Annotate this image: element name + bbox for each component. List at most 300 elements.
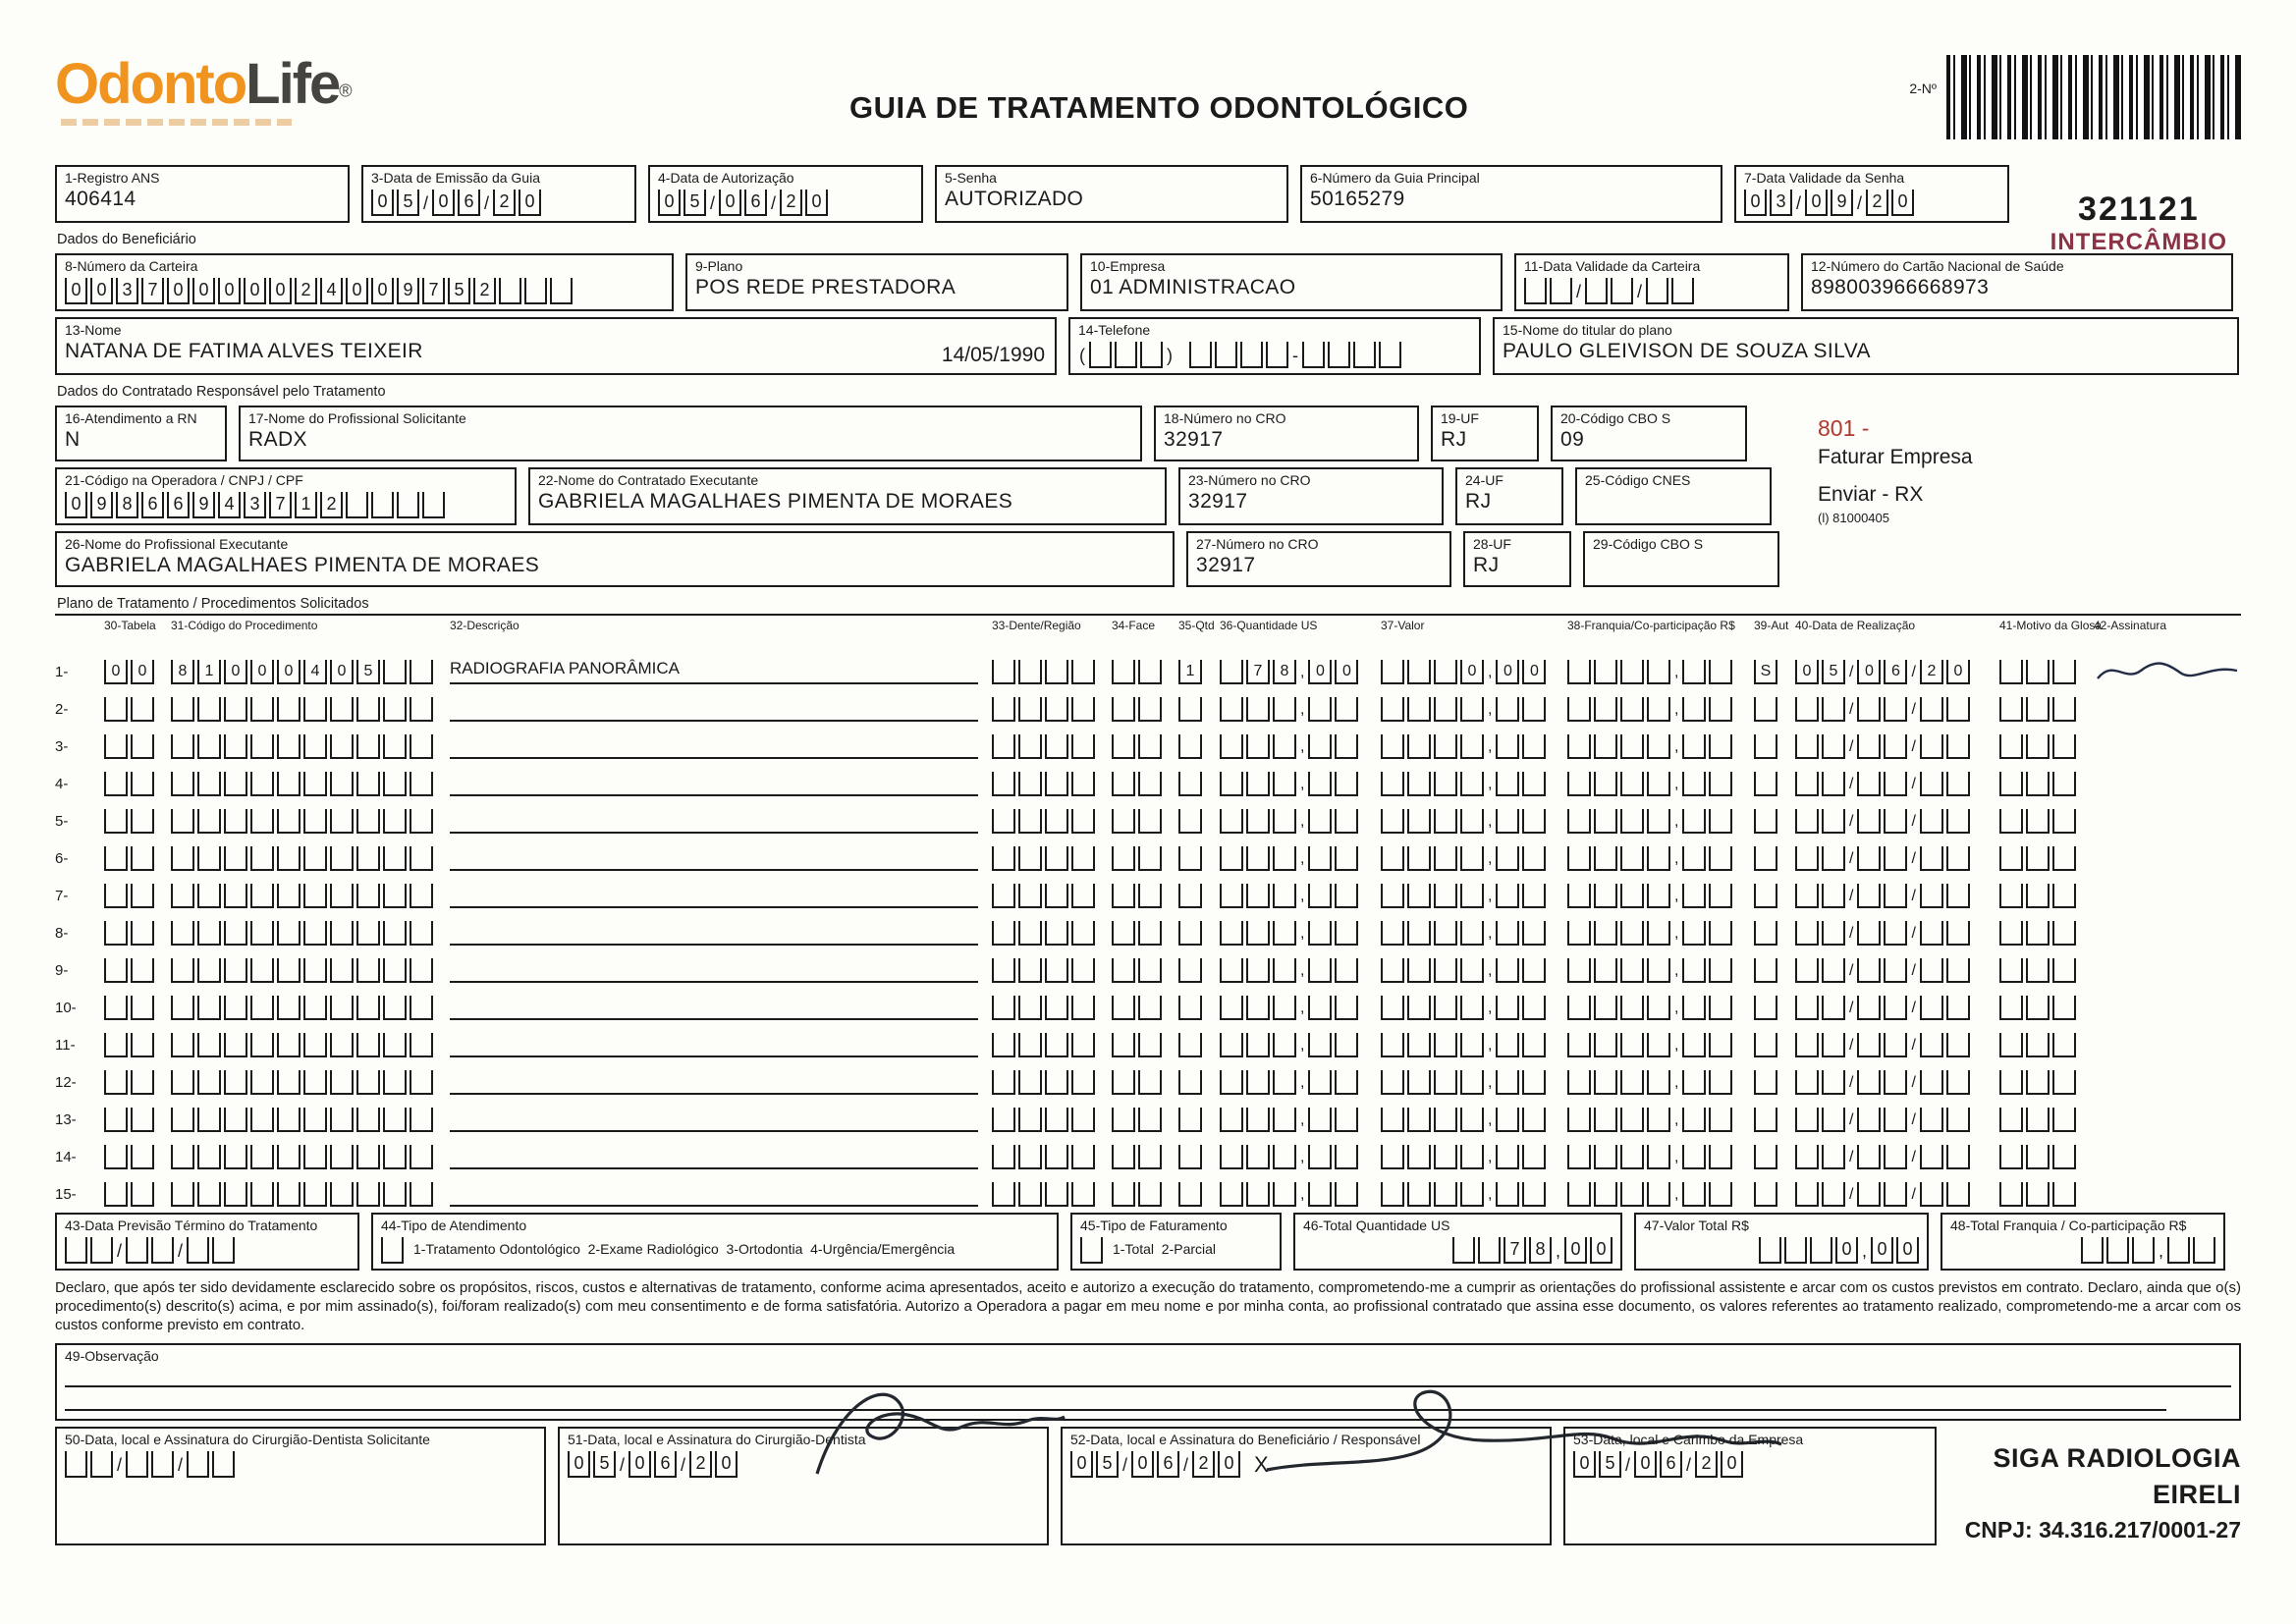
value-cro-executante: 32917	[1188, 490, 1248, 513]
row-quantidade-us-boxes: ,	[1220, 697, 1367, 722]
procedure-row	[55, 759, 2241, 796]
row-beneficiario-2	[55, 317, 2241, 375]
barcode-block	[1909, 55, 2241, 139]
value-guia-principal: 50165279	[1310, 188, 1405, 210]
label-tipo-faturamento: 45-Tipo de Faturamento	[1080, 1218, 1228, 1233]
row-qtd-boxes	[1178, 846, 1206, 871]
row-face-boxes	[1112, 1070, 1165, 1095]
row-valor-boxes: ,	[1381, 1182, 1554, 1207]
company-stamp	[1948, 1427, 2241, 1546]
row-valor-boxes: ,	[1381, 1070, 1554, 1095]
field-profissional-solicitante	[239, 406, 1142, 461]
field-cbo-profissional	[1583, 531, 1779, 587]
value-carimbo-empresa-boxes: 0 5 / 0 6 / 2 0	[1573, 1450, 1927, 1478]
value-plano: POS REDE PRESTADORA	[695, 276, 957, 298]
row-dente-boxes	[992, 1108, 1098, 1132]
row-data-boxes: 0 5 / 0 6 / 2 0	[1795, 660, 1986, 684]
row-tabela-boxes	[104, 772, 157, 796]
field-registro-ans	[55, 165, 350, 223]
label-cro-executante: 23-Número no CRO	[1188, 472, 1311, 488]
value-cro-profissional: 32917	[1196, 554, 1256, 576]
row-data-boxes: / /	[1795, 958, 1986, 983]
label-assinatura-beneficiario: 52-Data, local e Assinatura do Beneficiário / Responsável	[1070, 1431, 1421, 1447]
label-cro-profissional: 27-Número no CRO	[1196, 536, 1319, 552]
row-franquia-boxes: ,	[1567, 1033, 1740, 1057]
value-data-nascimento: 14/05/1990	[941, 344, 1045, 366]
row-franquia-boxes: ,	[1567, 1108, 1740, 1132]
value-assinatura-beneficiario-boxes: 0 5 / 0 6 / 2 0	[1070, 1450, 1240, 1478]
row-qtd-boxes	[1178, 921, 1206, 946]
procedure-row	[55, 871, 2241, 908]
row-franquia-boxes: ,	[1567, 884, 1740, 908]
row-tabela-boxes	[104, 996, 157, 1020]
row-valor-boxes: ,	[1381, 1145, 1554, 1169]
label-total-franquia: 48-Total Franquia / Co-participação R$	[1950, 1218, 2187, 1233]
label-validade-senha: 7-Data Validade da Senha	[1744, 170, 1905, 186]
row-valor-boxes: ,	[1381, 809, 1554, 834]
guide-number: 321121	[2078, 190, 2200, 228]
annotation-ref: (l) 81000405	[1818, 510, 1889, 525]
row-glosa-boxes	[1999, 734, 2080, 759]
field-cbo-solicitante	[1551, 406, 1747, 461]
row-franquia-boxes: ,	[1567, 734, 1740, 759]
logo-text-odonto: Odonto	[55, 52, 246, 116]
row-face-boxes	[1112, 996, 1165, 1020]
row-data-boxes: / /	[1795, 809, 1986, 834]
row-signature-cell	[2094, 1069, 2241, 1095]
value-profissional-solicitante: RADX	[248, 428, 307, 451]
row-dente-boxes	[992, 921, 1098, 946]
header-assinatura: 42-Assinatura	[2094, 619, 2167, 632]
row-data-boxes: / /	[1795, 1033, 1986, 1057]
field-senha	[935, 165, 1288, 223]
row-qtd-boxes	[1178, 1182, 1206, 1207]
section-procedimentos: Plano de Tratamento / Procedimentos Solicitados	[57, 596, 369, 612]
row-descricao	[450, 771, 978, 796]
contratado-fields	[55, 406, 1793, 587]
field-uf-profissional	[1463, 531, 1571, 587]
row-quantidade-us-boxes: ,	[1220, 1108, 1367, 1132]
value-cbo-solicitante: 09	[1560, 428, 1585, 451]
row-contratado-2	[55, 467, 1793, 525]
annotation-faturar: Faturar Empresa	[1818, 446, 1973, 469]
row-aut-boxes	[1754, 697, 1781, 722]
header-valor: 37-Valor	[1381, 619, 1425, 632]
observacao-line	[65, 1364, 2231, 1387]
row-signature-cell	[2094, 883, 2241, 908]
field-previsao-termino	[55, 1213, 359, 1271]
value-uf-solicitante: RJ	[1441, 428, 1467, 451]
row-number: 11-	[55, 1037, 76, 1054]
row-face-boxes	[1112, 921, 1165, 946]
label-atendimento-rn: 16-Atendimento a RN	[65, 410, 197, 426]
row-franquia-boxes: ,	[1567, 809, 1740, 834]
label-previsao-termino: 43-Data Previsão Término do Tratamento	[65, 1218, 318, 1233]
value-cns: 898003966668973	[1811, 276, 1990, 298]
value-previsao-termino-boxes: / /	[65, 1236, 350, 1264]
row-tabela-boxes	[104, 809, 157, 834]
row-codigo-boxes	[171, 846, 436, 871]
row-qtd-boxes: 1	[1178, 660, 1206, 684]
row-tabela-boxes: 0 0	[104, 660, 157, 684]
row-valor-boxes: ,	[1381, 884, 1554, 908]
row-descricao	[450, 1032, 978, 1057]
row-number: 14-	[55, 1149, 77, 1165]
row-face-boxes	[1112, 1108, 1165, 1132]
row-number: 2-	[55, 701, 69, 718]
row-aut-boxes	[1754, 1145, 1781, 1169]
row-dente-boxes	[992, 809, 1098, 834]
row-glosa-boxes	[1999, 772, 2080, 796]
field-assinatura-solicitante	[55, 1427, 546, 1546]
row-quantidade-us-boxes: ,	[1220, 1182, 1367, 1207]
header-spacer	[55, 619, 90, 644]
row-descricao	[450, 883, 978, 908]
row-signature-cell	[2094, 995, 2241, 1020]
row-assinaturas	[55, 1427, 2241, 1546]
row-tabela-boxes	[104, 734, 157, 759]
row-dente-boxes	[992, 958, 1098, 983]
row-quantidade-us-boxes: ,	[1220, 921, 1367, 946]
row-descricao	[450, 1181, 978, 1207]
row-franquia-boxes: ,	[1567, 846, 1740, 871]
beneficiary-x-mark: X	[1254, 1451, 1269, 1477]
row-face-boxes	[1112, 846, 1165, 871]
value-validade-carteira-boxes: / /	[1524, 277, 1779, 304]
value-cnes	[1585, 490, 1762, 516]
row-data-boxes: / /	[1795, 697, 1986, 722]
row-quantidade-us-boxes: ,	[1220, 958, 1367, 983]
label-codigo-operadora: 21-Código na Operadora / CNPJ / CPF	[65, 472, 303, 488]
value-senha: AUTORIZADO	[945, 188, 1084, 210]
row-quantidade-us-boxes: ,	[1220, 809, 1367, 834]
row-qtd-boxes	[1178, 734, 1206, 759]
procedure-rows	[55, 647, 2241, 1207]
row-qtd-boxes	[1178, 1033, 1206, 1057]
row-face-boxes	[1112, 884, 1165, 908]
label-plano: 9-Plano	[695, 258, 743, 274]
row-aut-boxes	[1754, 996, 1781, 1020]
procedure-row	[55, 1169, 2241, 1207]
row-data-boxes: / /	[1795, 996, 1986, 1020]
label-uf-profissional: 28-UF	[1473, 536, 1511, 552]
label-cbo-profissional: 29-Código CBO S	[1593, 536, 1704, 552]
field-empresa	[1080, 253, 1503, 311]
row-descricao	[450, 845, 978, 871]
field-nome-beneficiario	[55, 317, 1057, 375]
field-plano	[685, 253, 1068, 311]
label-carimbo-empresa: 53-Data, local e Carimbo da Empresa	[1573, 1431, 1804, 1447]
row-signature-cell	[2094, 920, 2241, 946]
value-assinatura-solicitante-boxes: / /	[65, 1450, 536, 1478]
annotation-code: 801 -	[1818, 415, 1870, 441]
row-aut-boxes: S	[1754, 660, 1781, 684]
row-glosa-boxes	[1999, 1033, 2080, 1057]
field-total-franquia	[1941, 1213, 2225, 1271]
field-cro-executante	[1178, 467, 1444, 525]
barcode	[1946, 55, 2241, 139]
row-qtd-boxes	[1178, 996, 1206, 1020]
label-senha: 5-Senha	[945, 170, 997, 186]
row-descricao	[450, 1107, 978, 1132]
row-data-boxes: / /	[1795, 884, 1986, 908]
value-data-autorizacao-boxes: 0 5 / 0 6 / 2 0	[658, 189, 913, 216]
row-glosa-boxes	[1999, 1182, 2080, 1207]
tipo-atendimento-checkbox	[381, 1236, 404, 1264]
row-dente-boxes	[992, 996, 1098, 1020]
row-franquia-boxes: ,	[1567, 1182, 1740, 1207]
row-quantidade-us-boxes: ,	[1220, 846, 1367, 871]
label-carteira: 8-Número da Carteira	[65, 258, 198, 274]
field-assinatura-dentista	[558, 1427, 1049, 1546]
row-descricao	[450, 696, 978, 722]
header-franquia: 38-Franquia/Co-participação R$	[1567, 619, 1735, 632]
field-titular-plano	[1493, 317, 2239, 375]
label-titular-plano: 15-Nome do titular do plano	[1503, 322, 1672, 338]
value-uf-profissional: RJ	[1473, 554, 1500, 576]
row-franquia-boxes: ,	[1567, 660, 1740, 684]
tipo-faturamento-checkbox	[1080, 1236, 1103, 1264]
field-data-autorizacao	[648, 165, 923, 223]
row-valor-boxes: ,	[1381, 846, 1554, 871]
section-contratado: Dados do Contratado Responsável pelo Tratamento	[57, 384, 386, 400]
label-data-emissao: 3-Data de Emissão da Guia	[371, 170, 540, 186]
row-glosa-boxes	[1999, 697, 2080, 722]
label-assinatura-dentista: 51-Data, local e Assinatura do Cirurgião-Dentista	[568, 1431, 866, 1447]
row-quantidade-us-boxes: ,	[1220, 884, 1367, 908]
guide-number-block	[2050, 190, 2227, 256]
row-signature-cell	[2094, 659, 2241, 684]
billing-annotation	[1818, 413, 1973, 526]
procedure-row	[55, 1057, 2241, 1095]
row-tabela-boxes	[104, 884, 157, 908]
procedure-row	[55, 796, 2241, 834]
row-signature-cell	[2094, 1032, 2241, 1057]
procedure-row	[55, 908, 2241, 946]
label-observacao: 49-Observação	[65, 1347, 159, 1364]
row-number: 10-	[55, 1000, 77, 1016]
field-valor-total	[1634, 1213, 1929, 1271]
header-data-realizacao: 40-Data de Realização	[1795, 619, 1916, 632]
row-beneficiario-1	[55, 253, 2241, 311]
row-aut-boxes	[1754, 1070, 1781, 1095]
value-atendimento-rn: N	[65, 428, 81, 451]
row-contratado-1	[55, 406, 1793, 461]
section-beneficiario: Dados do Beneficiário	[57, 232, 196, 247]
row-descricao	[450, 957, 978, 983]
row-codigo-boxes	[171, 1033, 436, 1057]
field-validade-senha	[1734, 165, 2009, 223]
row-number: 5-	[55, 813, 69, 830]
row-qtd-boxes	[1178, 809, 1206, 834]
row-valor-boxes: ,	[1381, 697, 1554, 722]
row-quantidade-us-boxes: 7 8 , 0 0	[1220, 660, 1367, 684]
row-glosa-boxes	[1999, 809, 2080, 834]
field-validade-carteira	[1514, 253, 1789, 311]
row-quantidade-us-boxes: ,	[1220, 772, 1367, 796]
header-face: 34-Face	[1112, 619, 1156, 632]
row-descricao	[450, 920, 978, 946]
row-tabela-boxes	[104, 921, 157, 946]
odontolife-logo	[55, 51, 409, 126]
header-dente-regiao: 33-Dente/Região	[992, 619, 1081, 632]
field-guia-principal	[1300, 165, 1722, 223]
stamp-company-name: SIGA RADIOLOGIA EIRELI	[1993, 1442, 2241, 1510]
row-quantidade-us-boxes: ,	[1220, 1033, 1367, 1057]
row-totais	[55, 1213, 2241, 1271]
logo-tagline-decor	[61, 119, 292, 126]
header-motivo-glosa: 41-Motivo da Glosa	[1999, 619, 2103, 632]
row-data-boxes: / /	[1795, 1108, 1986, 1132]
row-codigo-boxes	[171, 1182, 436, 1207]
row-face-boxes	[1112, 1033, 1165, 1057]
label-cnes: 25-Código CNES	[1585, 472, 1691, 488]
row-glosa-boxes	[1999, 921, 2080, 946]
row-qtd-boxes	[1178, 958, 1206, 983]
label-tipo-atendimento: 44-Tipo de Atendimento	[381, 1218, 527, 1233]
value-codigo-operadora-boxes: 0 9 8 6 6 9 4 3 7 1 2	[65, 491, 507, 518]
row-tabela-boxes	[104, 1145, 157, 1169]
row-qtd-boxes	[1178, 884, 1206, 908]
row-glosa-boxes	[1999, 1070, 2080, 1095]
row-signature-cell	[2094, 771, 2241, 796]
procedure-row	[55, 684, 2241, 722]
row-aut-boxes	[1754, 1182, 1781, 1207]
value-cro-solicitante: 32917	[1164, 428, 1224, 451]
row-glosa-boxes	[1999, 958, 2080, 983]
procedures-table-header	[55, 619, 2241, 644]
field-codigo-operadora	[55, 467, 517, 525]
row-dente-boxes	[992, 846, 1098, 871]
row-signature-cell	[2094, 696, 2241, 722]
header-codigo: 31-Código do Procedimento	[171, 619, 318, 632]
value-total-franquia-boxes: ,	[1950, 1236, 2215, 1264]
row-valor-boxes: ,	[1381, 921, 1554, 946]
row-number: 3-	[55, 738, 69, 755]
row-tabela-boxes	[104, 697, 157, 722]
row-valor-boxes: ,	[1381, 958, 1554, 983]
label-profissional-solicitante: 17-Nome do Profissional Solicitante	[248, 410, 466, 426]
row-glosa-boxes	[1999, 996, 2080, 1020]
value-carteira-boxes: 0 0 3 7 0 0 0 0 0 2 4 0 0 9 7 5 2	[65, 277, 664, 304]
row-number: 9-	[55, 962, 69, 979]
row-signature-cell	[2094, 1107, 2241, 1132]
row-valor-boxes: ,	[1381, 996, 1554, 1020]
value-nome-beneficiario: NATANA DE FATIMA ALVES TEIXEIR	[65, 340, 423, 362]
row-aut-boxes	[1754, 921, 1781, 946]
row-franquia-boxes: ,	[1567, 1145, 1740, 1169]
label-registro-ans: 1-Registro ANS	[65, 170, 160, 186]
row-descricao	[450, 808, 978, 834]
field-carteira	[55, 253, 674, 311]
field-data-emissao	[361, 165, 636, 223]
row-data-boxes: / /	[1795, 1070, 1986, 1095]
row-tabela-boxes	[104, 1182, 157, 1207]
label-uf-solicitante: 19-UF	[1441, 410, 1479, 426]
row-number: 6-	[55, 850, 69, 867]
row-aut-boxes	[1754, 1033, 1781, 1057]
field-uf-executante	[1455, 467, 1563, 525]
value-cbo-profissional	[1593, 554, 1770, 580]
label-total-quantidade-us: 46-Total Quantidade US	[1303, 1218, 1450, 1233]
row-descricao: RADIOGRAFIA PANORÂMICA	[450, 659, 978, 684]
field-cro-solicitante	[1154, 406, 1419, 461]
row-aut-boxes	[1754, 734, 1781, 759]
row-aut-boxes	[1754, 884, 1781, 908]
row-codigo-boxes	[171, 734, 436, 759]
field-assinatura-beneficiario	[1061, 1427, 1552, 1546]
field-telefone	[1068, 317, 1481, 375]
label-assinatura-solicitante: 50-Data, local e Assinatura do Cirurgião-Dentista Solicitante	[65, 1431, 430, 1447]
procedure-row	[55, 946, 2241, 983]
value-valor-total-boxes: 0 , 0 0	[1644, 1236, 1919, 1264]
row-data-boxes: / /	[1795, 846, 1986, 871]
row-data-boxes: / /	[1795, 734, 1986, 759]
value-contratado-executante: GABRIELA MAGALHAES PIMENTA DE MORAES	[538, 490, 1013, 513]
label-empresa: 10-Empresa	[1090, 258, 1166, 274]
procedure-row	[55, 1132, 2241, 1169]
row-valor-boxes: ,	[1381, 734, 1554, 759]
row-descricao	[450, 1144, 978, 1169]
value-validade-senha-boxes: 0 3 / 0 9 / 2 0	[1744, 189, 1999, 216]
field-contratado-executante	[528, 467, 1167, 525]
row-franquia-boxes: ,	[1567, 1070, 1740, 1095]
row-dente-boxes	[992, 660, 1098, 684]
barcode-number-label: 2-Nº	[1909, 81, 1937, 96]
row-tabela-boxes	[104, 846, 157, 871]
row-number: 15-	[55, 1186, 77, 1203]
row-codigo-boxes	[171, 1145, 436, 1169]
row-face-boxes	[1112, 734, 1165, 759]
row-codigo-boxes	[171, 884, 436, 908]
row-aut-boxes	[1754, 958, 1781, 983]
row-aut-boxes	[1754, 846, 1781, 871]
row-face-boxes	[1112, 1182, 1165, 1207]
row-guide-info	[55, 165, 2014, 223]
label-cns: 12-Número do Cartão Nacional de Saúde	[1811, 258, 2064, 274]
row-dente-boxes	[992, 772, 1098, 796]
row-valor-boxes: ,	[1381, 772, 1554, 796]
row-franquia-boxes: ,	[1567, 772, 1740, 796]
row-glosa-boxes	[1999, 1108, 2080, 1132]
form-header	[55, 14, 2241, 159]
row-qtd-boxes	[1178, 1108, 1206, 1132]
row-tabela-boxes	[104, 958, 157, 983]
row-signature-ink	[2094, 655, 2241, 688]
label-profissional-executante: 26-Nome do Profissional Executante	[65, 536, 289, 552]
field-observacao	[55, 1343, 2241, 1421]
header-aut: 39-Aut	[1754, 619, 1789, 632]
row-dente-boxes	[992, 884, 1098, 908]
row-quantidade-us-boxes: ,	[1220, 734, 1367, 759]
field-tipo-faturamento	[1070, 1213, 1282, 1271]
row-aut-boxes	[1754, 772, 1781, 796]
observacao-line	[65, 1387, 2166, 1411]
row-signature-cell	[2094, 1181, 2241, 1207]
header-quantidade-us: 36-Quantidade US	[1220, 619, 1318, 632]
row-codigo-boxes	[171, 1108, 436, 1132]
logo-text-life: Life	[246, 52, 340, 116]
row-face-boxes	[1112, 1145, 1165, 1169]
contratado-block	[55, 406, 2241, 587]
declaration-text: Declaro, que após ter sido devidamente esclarecido sobre os propósitos, riscos, custos e alternativas de tratamento, conforme acima apresentados, aceito e autorizo a execução do tratamento, comprometendo-me a cumprir as orientações do profissional assistente e arcar com os custos previstos em contrato. Declaro, ainda que o(s) procedimento(s) descrito(s) acima, e por mim assinado(s), foi/foram realizado(s) com meu consentimento e de forma satisfatória. Autorizo a Operadora a pagar em meu nome e por minha conta, ao profissional contratado que assina esse documento, os valores referentes ao tratamento realizado, comprometendo-me a arcar com os custos conforme previsto em contrato.	[55, 1279, 2241, 1334]
field-cro-profissional	[1186, 531, 1451, 587]
label-nome-beneficiario: 13-Nome	[65, 322, 122, 338]
procedures-table	[55, 614, 2241, 1207]
form-title: GUIA DE TRATAMENTO ODONTOLÓGICO	[849, 90, 1469, 125]
value-telefone-boxes: ( ) -	[1078, 341, 1471, 368]
row-dente-boxes	[992, 1033, 1098, 1057]
